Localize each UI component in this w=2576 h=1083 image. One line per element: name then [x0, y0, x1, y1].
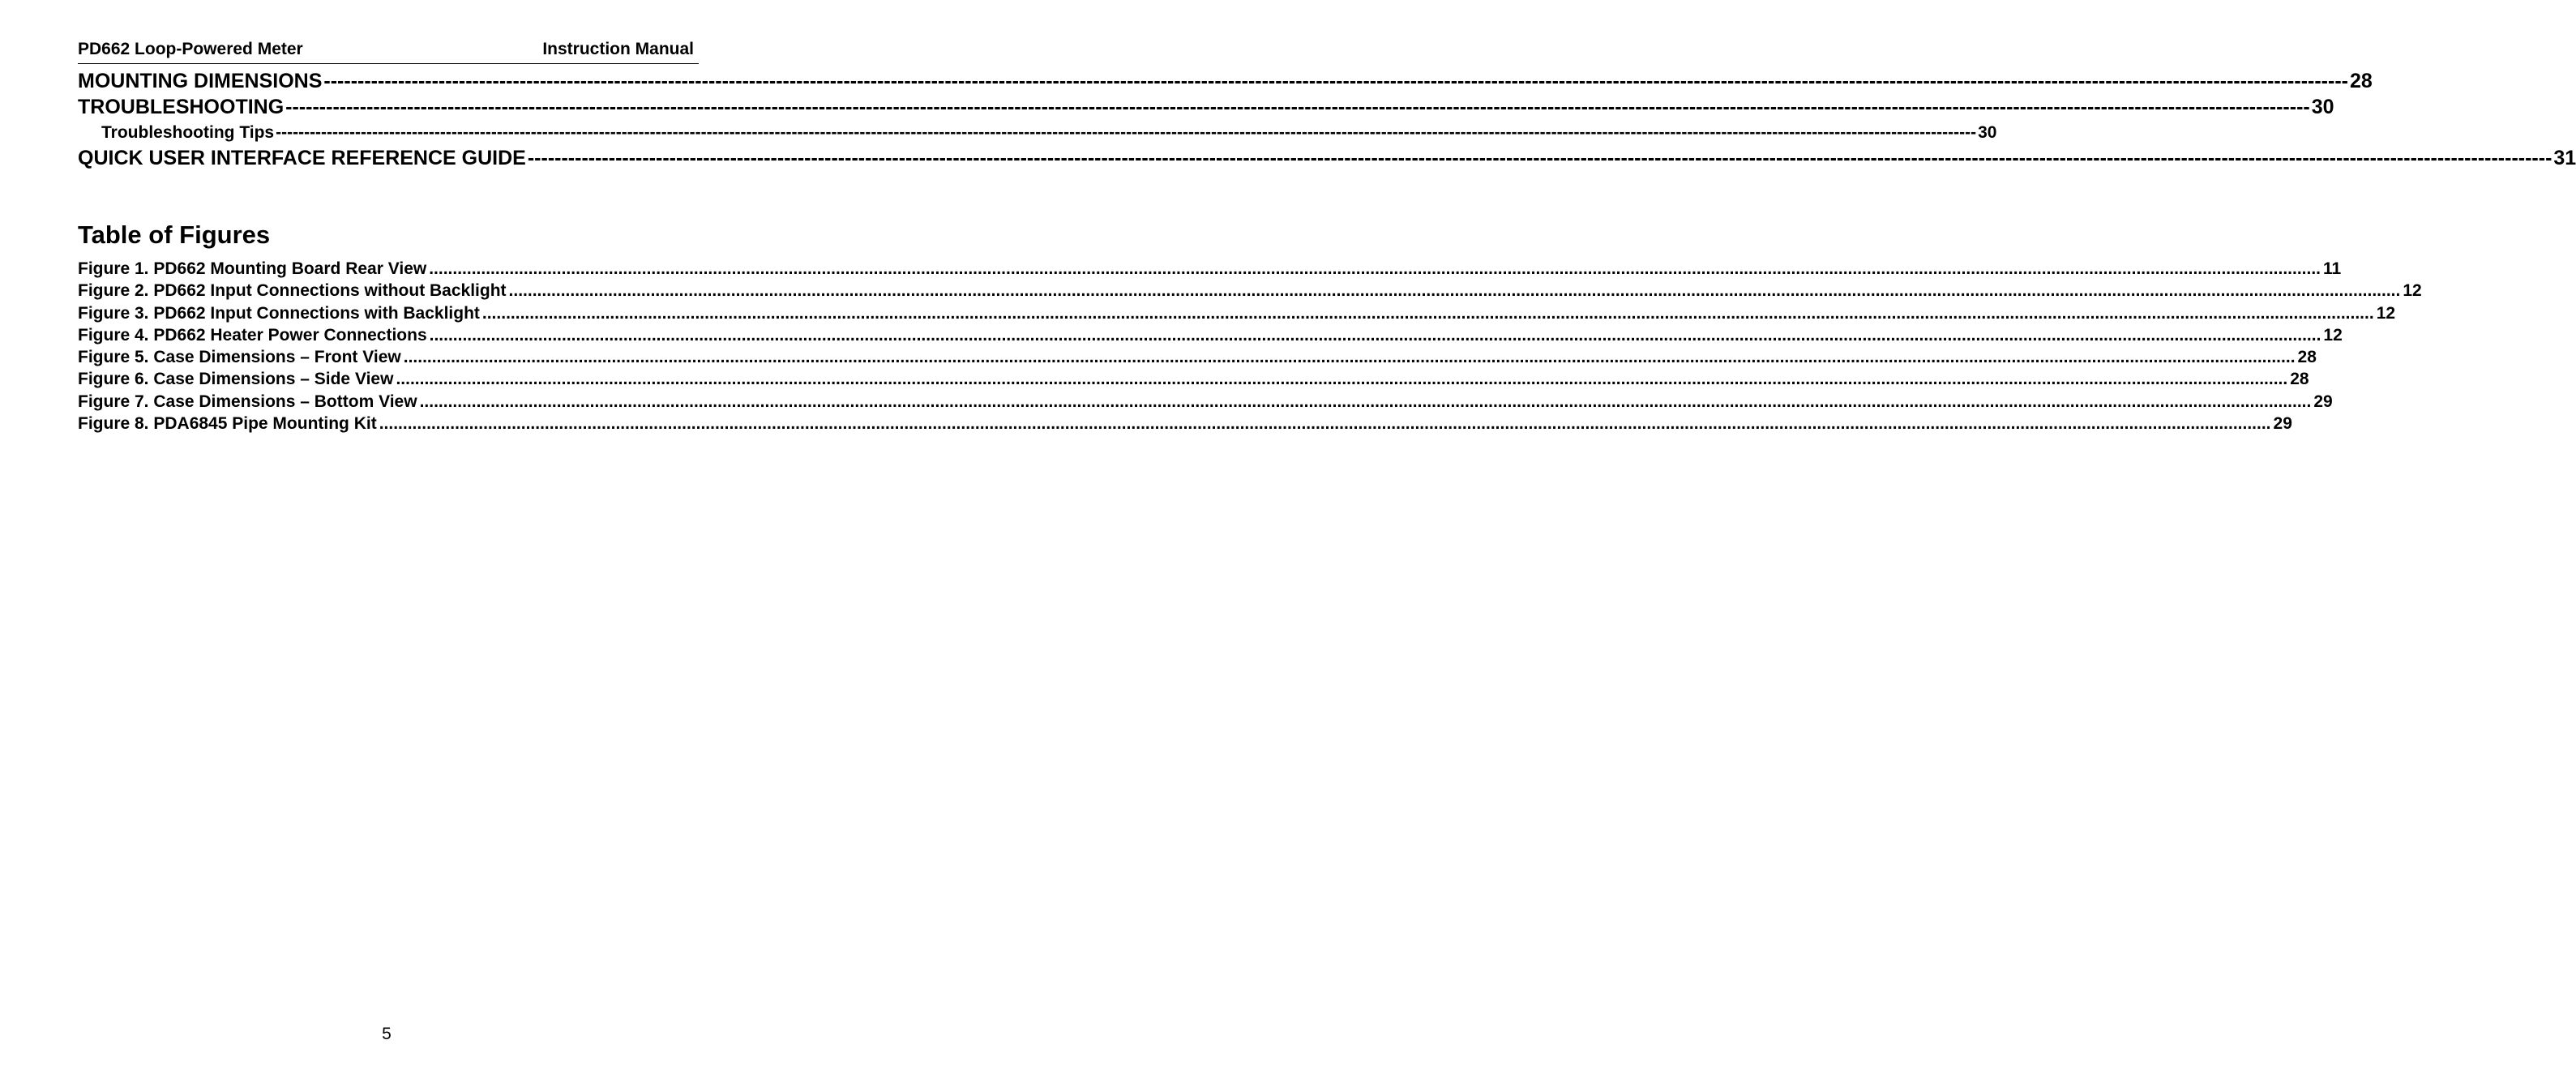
toc-entry-page: 30 — [2311, 96, 2334, 118]
toc-entry-title: QUICK USER INTERFACE REFERENCE GUIDE — [78, 147, 526, 169]
figure-leader: ................................................................................................................................................................................................................................................................................................................................................................................................................ — [481, 303, 2374, 323]
figure-entry-6[interactable] — [78, 368, 2309, 390]
header-manual-title: Instruction Manual — [542, 40, 694, 58]
toc-leader: ------------------------------------------------------------------------------------------------------------------------------------------------------------------------------------------------------------------------------------------------------------------------------------------------------------ — [323, 70, 2348, 92]
toc-entry-title: Troubleshooting Tips — [101, 123, 275, 142]
figure-entry-page: 28 — [2297, 348, 2317, 367]
figure-leader: ................................................................................................................................................................................................................................................................................................................................................................................................................ — [396, 370, 2288, 389]
figure-entry-page: 29 — [2273, 414, 2292, 434]
figure-leader: ................................................................................................................................................................................................................................................................................................................................................................................................................ — [419, 392, 2312, 411]
header-product-title: PD662 Loop-Powered Meter — [78, 40, 303, 58]
figure-entry-title: Figure 1. PD662 Mounting Board Rear View — [78, 259, 427, 278]
figure-entry-page: 12 — [2323, 325, 2343, 345]
toc-entry-troubleshooting-tips[interactable] — [78, 120, 1997, 145]
toc-entry-title: TROUBLESHOOTING — [78, 96, 285, 118]
page-header — [78, 37, 699, 64]
toc-entry-troubleshooting[interactable] — [78, 94, 2334, 120]
toc-leader: ------------------------------------------------------------------------------------------------------------------------------------------------------------------------------------------------------------------------------------------------------------------------------------------------------------ — [527, 147, 2552, 169]
toc-entry-page: 30 — [1978, 123, 1997, 142]
figure-leader: ................................................................................................................................................................................................................................................................................................................................................................................................................ — [403, 348, 2296, 367]
figure-entry-title: Figure 5. Case Dimensions – Front View — [78, 348, 401, 367]
toc-entry-quick-user-interface-reference-guide[interactable] — [78, 145, 2576, 171]
figure-leader: ................................................................................................................................................................................................................................................................................................................................................................................................................ — [429, 259, 2321, 278]
toc-entry-title: MOUNTING DIMENSIONS — [78, 70, 323, 92]
figure-entry-page: 12 — [2403, 281, 2422, 301]
toc-entry-page: 31 — [2553, 147, 2576, 169]
figure-leader: ................................................................................................................................................................................................................................................................................................................................................................................................................ — [429, 325, 2321, 345]
figure-leader: ................................................................................................................................................................................................................................................................................................................................................................................................................ — [379, 414, 2271, 434]
toc-leader: ------------------------------------------------------------------------------------------------------------------------------------------------------------------------------------------------------------------------------------------------------------------------------------------------------------ — [276, 123, 1977, 142]
table-of-figures — [78, 258, 2422, 434]
page-number: 5 — [382, 1025, 392, 1043]
figure-entry-title: Figure 6. Case Dimensions – Side View — [78, 370, 394, 389]
figure-entry-title: Figure 2. PD662 Input Connections without Backlight — [78, 281, 507, 301]
figure-entry-1[interactable] — [78, 258, 2342, 280]
figure-entry-page: 11 — [2323, 259, 2342, 278]
toc-entry-mounting-dimensions[interactable] — [78, 68, 2373, 94]
figure-entry-2[interactable] — [78, 280, 2422, 302]
figure-leader: ................................................................................................................................................................................................................................................................................................................................................................................................................ — [508, 281, 2401, 301]
figure-entry-5[interactable] — [78, 346, 2317, 368]
figure-entry-title: Figure 7. Case Dimensions – Bottom View — [78, 392, 417, 411]
table-of-contents — [78, 68, 2576, 171]
figure-entry-page: 29 — [2313, 392, 2333, 411]
figure-entry-page: 28 — [2290, 370, 2309, 389]
figure-entry-title: Figure 4. PD662 Heater Power Connections — [78, 325, 427, 345]
figure-entry-title: Figure 3. PD662 Input Connections with Backlight — [78, 303, 480, 323]
figure-entry-3[interactable] — [78, 302, 2396, 324]
figure-entry-8[interactable] — [78, 413, 2292, 434]
toc-leader: ------------------------------------------------------------------------------------------------------------------------------------------------------------------------------------------------------------------------------------------------------------------------------------------------------------ — [285, 96, 2310, 118]
figure-entry-title: Figure 8. PDA6845 Pipe Mounting Kit — [78, 414, 377, 434]
figure-entry-4[interactable] — [78, 324, 2343, 346]
figure-entry-page: 12 — [2376, 303, 2396, 323]
table-of-figures-heading: Table of Figures — [78, 220, 271, 249]
figure-entry-7[interactable] — [78, 391, 2333, 413]
toc-entry-page: 28 — [2349, 70, 2373, 92]
